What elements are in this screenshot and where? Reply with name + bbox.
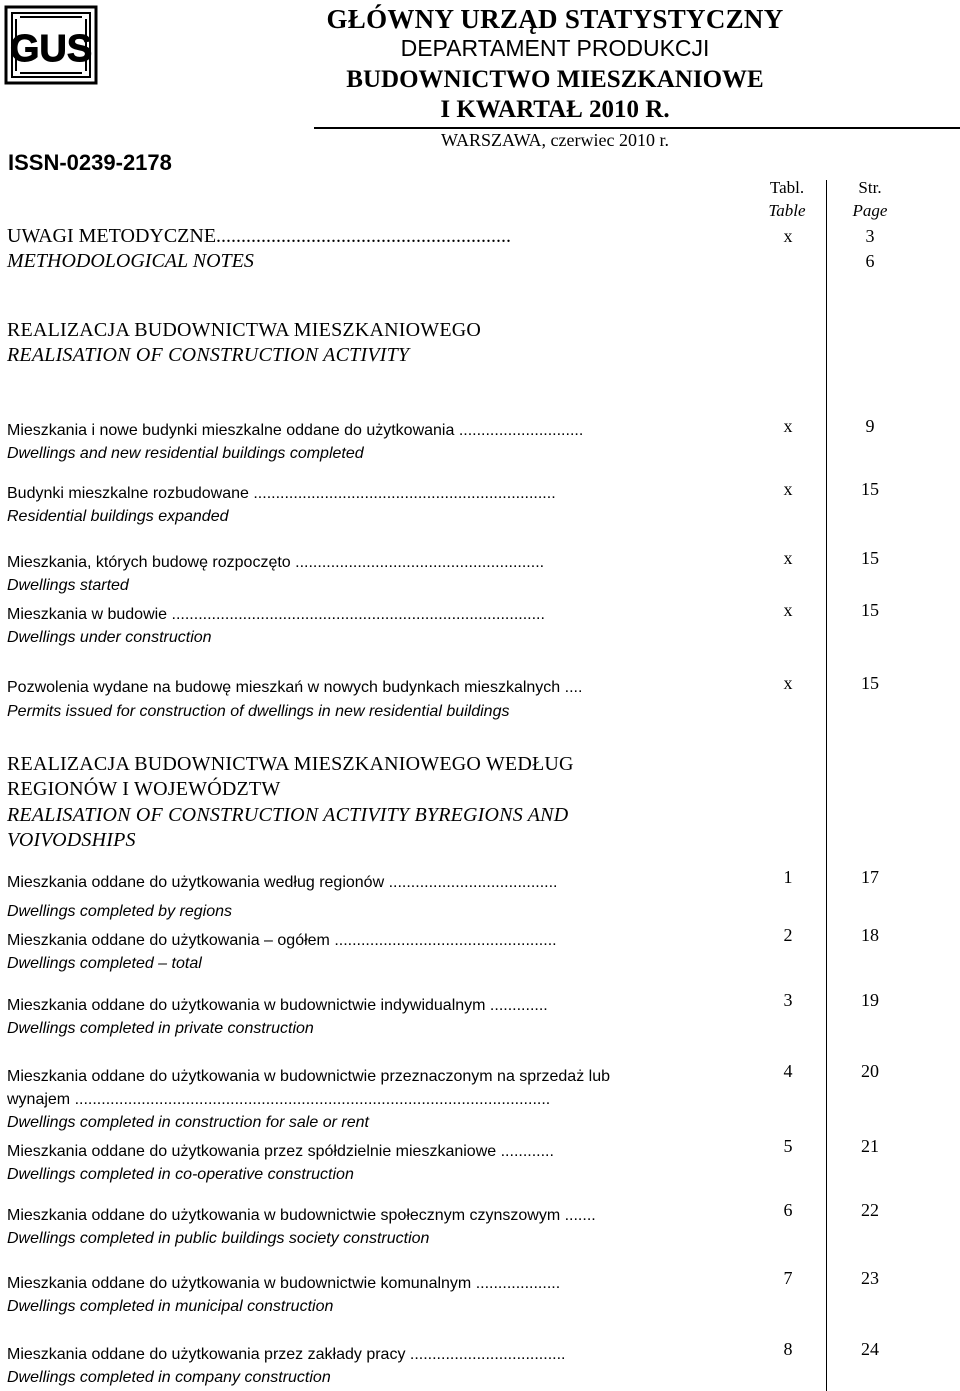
gus-logo [4,5,98,85]
toc-entry-pl: Mieszkania oddane do użytkowania w budownictwie komunalnym ................... [7,1275,561,1292]
section1-title-pl: REALIZACJA BUDOWNICTWA MIESZKANIOWEGO [7,319,482,341]
toc-entry-table: x [783,600,793,620]
publication-period: I KWARTAŁ 2010 R. [440,96,670,123]
toc-entry-pl: Mieszkania oddane do użytkowania przez zakłady pracy ................................... [7,1346,566,1363]
toc-entry-table: x [783,673,793,693]
toc-entry-en: Permits issued for construction of dwellings in new residential buildings [7,703,510,720]
toc-entry-page: 19 [861,990,879,1010]
toc-entry-table: 1 [783,867,793,887]
section1-title-en: REALISATION OF CONSTRUCTION ACTIVITY [7,344,410,366]
toc-entry-table: 8 [783,1339,793,1359]
column-divider [826,180,827,1391]
svg-text:GUS: GUS [9,28,93,70]
toc-entry-page: 18 [861,925,879,945]
toc-entry-page: 17 [861,867,879,887]
section2-title-en-line2: VOIVODSHIPS [7,829,136,851]
toc-entry-table: 4 [783,1061,793,1081]
toc-entry-page: 22 [861,1200,879,1220]
toc-entry-pl: Mieszkania oddane do użytkowania – ogółem .................................................. [7,932,557,949]
toc-entry-en: Dwellings completed in private construction [7,1020,314,1037]
office-name: GŁÓWNY URZĄD STATYSTYCZNY [326,4,784,34]
toc-entry-table: x [783,548,793,568]
notes-title-pl: UWAGI METODYCZNE........................................................... [7,225,512,247]
col-page-en: Page [852,201,888,220]
toc-entry-table: 7 [783,1268,793,1288]
toc-entry-pl: Mieszkania, których budowę rozpoczęto ........................................................ [7,554,545,571]
toc-entry-en: Dwellings completed – total [7,955,202,972]
toc-entry-en: Dwellings completed in company construction [7,1369,331,1386]
toc-entry-pl: Mieszkania oddane do użytkowania w budownictwie przeznaczonym na sprzedaż lub [7,1068,610,1085]
toc-entry-pl: Mieszkania oddane do użytkowania w budownictwie indywidualnym ............. [7,997,548,1014]
toc-entry-pl: Budynki mieszkalne rozbudowane .................................................................... [7,485,556,502]
toc-entry-pl: Mieszkania oddane do użytkowania przez spółdzielnie mieszkaniowe ............ [7,1143,554,1160]
toc-entry-en: Dwellings and new residential buildings completed [7,445,364,462]
toc-entry-en: Dwellings completed in construction for sale or rent [7,1114,369,1131]
notes-page-en: 6 [865,251,875,271]
toc-entry-page: 24 [861,1339,879,1359]
toc-entry-pl: Mieszkania oddane do użytkowania w budownictwie społecznym czynszowym ....... [7,1207,596,1224]
toc-entry-pl-cont: wynajem ........................................................................................................... [7,1091,551,1108]
toc-entry-en: Dwellings started [7,577,129,594]
toc-entry-en: Dwellings completed in public buildings society construction [7,1230,430,1247]
col-page-pl: Str. [858,178,882,197]
toc-entry-table: 2 [783,925,793,945]
toc-entry-table: 6 [783,1200,793,1220]
toc-entry-pl: Mieszkania i nowe budynki mieszkalne oddane do użytkowania ............................ [7,422,584,439]
publication-title: BUDOWNICTWO MIESZKANIOWE [346,66,764,93]
toc-entry-en: Residential buildings expanded [7,508,229,525]
toc-entry-page: 15 [861,479,879,499]
section2-title-en-line1: REALISATION OF CONSTRUCTION ACTIVITY BYREGIONS AND [7,804,569,826]
toc-entry-pl: Pozwolenia wydane na budowę mieszkań w nowych budynkach mieszkalnych .... [7,679,583,696]
toc-entry-page: 20 [861,1061,879,1081]
toc-entry-page: 23 [861,1268,879,1288]
place-date: WARSZAWA, czerwiec 2010 r. [441,130,669,150]
toc-entry-table: 5 [783,1136,793,1156]
toc-entry-table: x [783,479,793,499]
col-table-pl: Tabl. [769,178,805,197]
toc-entry-table: 3 [783,990,793,1010]
col-table-en: Table [768,201,806,220]
section2-title-pl-line2: REGIONÓW I WOJEWÓDZTW [7,778,281,800]
toc-entry-en: Dwellings completed in co-operative construction [7,1166,354,1183]
toc-entry-en: Dwellings under construction [7,629,212,646]
toc-entry-pl: Mieszkania w budowie .................................................................................... [7,606,545,623]
section2-title-pl-line1: REALIZACJA BUDOWNICTWA MIESZKANIOWEGO WEDŁUG [7,753,574,775]
toc-entry-page: 15 [861,673,879,693]
notes-page-pl: 3 [865,226,875,246]
notes-table: x [783,226,793,246]
toc-entry-pl: Mieszkania oddane do użytkowania według regionów ...................................... [7,874,558,891]
department-name: DEPARTAMENT PRODUKCJI [400,35,710,61]
toc-entry-page: 9 [865,416,875,436]
toc-entry-en: Dwellings completed by regions [7,903,232,920]
toc-entry-page: 15 [861,548,879,568]
issn: ISSN-0239-2178 [8,150,172,175]
toc-entry-page: 21 [861,1136,879,1156]
notes-title-en: METHODOLOGICAL NOTES [7,250,254,272]
header-rule [314,127,960,129]
toc-entry-en: Dwellings completed in municipal construction [7,1298,334,1315]
toc-entry-table: x [783,416,793,436]
toc-entry-page: 15 [861,600,879,620]
